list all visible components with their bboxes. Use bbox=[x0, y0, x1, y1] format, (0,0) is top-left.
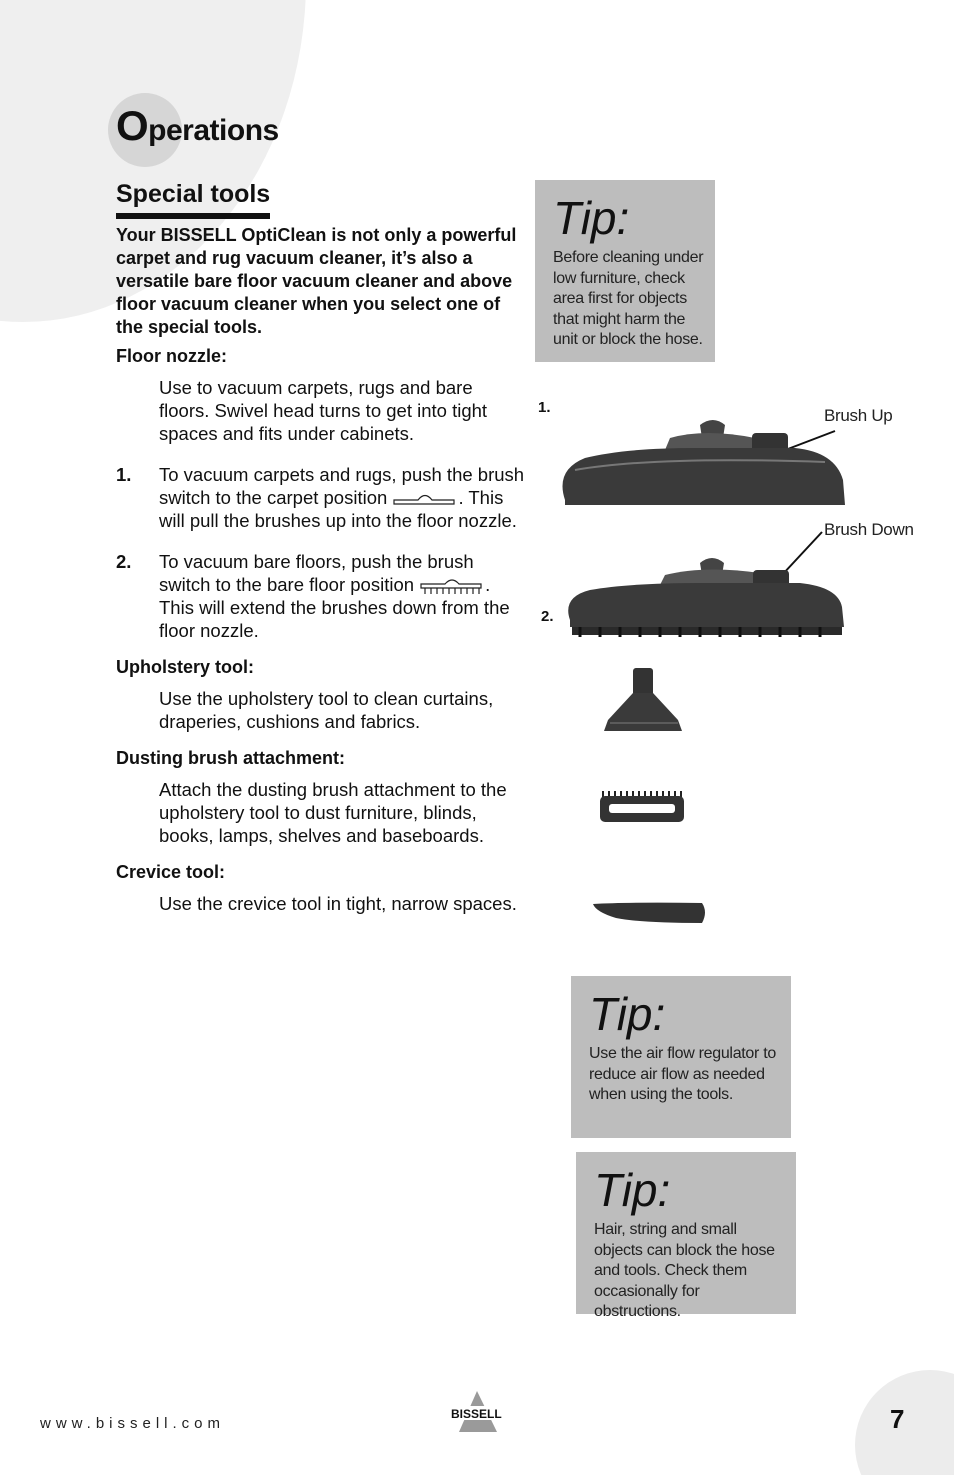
step-text-before: To vacuum bare floors, push the brush switch to the bare floor position bbox=[159, 551, 474, 595]
step-text-after: . This will extend the brushes down from the floor nozzle. bbox=[159, 574, 510, 642]
dusting-brush-image bbox=[597, 787, 687, 827]
carpet-position-icon bbox=[392, 490, 458, 508]
brush-up-callout: Brush Up bbox=[824, 406, 893, 425]
floor-nozzle-step-1 bbox=[116, 463, 528, 532]
figure-label-2: 2. bbox=[541, 608, 554, 625]
website-url: www.bissell.com bbox=[40, 1415, 226, 1432]
page-title bbox=[116, 102, 279, 150]
dusting-heading: Dusting brush attachment: bbox=[116, 748, 346, 769]
tip-text: Hair, string and small objects can block the hose and tools. Check them occasionally for obstructions. bbox=[594, 1221, 775, 1320]
brush-down-callout: Brush Down bbox=[824, 520, 914, 539]
floor-nozzle-brush-up-image bbox=[555, 410, 855, 510]
tip-title: Tip: bbox=[553, 192, 630, 244]
tip-text: Use the air flow regulator to reduce air flow as needed when using the tools. bbox=[589, 1045, 776, 1103]
upholstery-text: Use the upholstery tool to clean curtains, draperies, cushions and fabrics. bbox=[159, 688, 494, 733]
section-title: Special tools bbox=[116, 180, 270, 219]
upholstery-tool-image bbox=[600, 665, 690, 735]
upholstery-heading: Upholstery tool: bbox=[116, 657, 254, 678]
step-number: 2. bbox=[116, 551, 132, 572]
crevice-heading: Crevice tool: bbox=[116, 862, 226, 883]
page-title-initial: O bbox=[116, 102, 149, 149]
page-title-rest: perations bbox=[148, 114, 279, 147]
step-text-before: To vacuum carpets and rugs, push the brush switch to the carpet position bbox=[159, 464, 525, 508]
tip-text: Before cleaning under low furniture, check area first for objects that might harm the unit or block the hose. bbox=[553, 249, 704, 348]
bare-floor-position-icon bbox=[419, 576, 485, 596]
logo-text: BISSELL bbox=[451, 1407, 502, 1421]
bissell-logo bbox=[449, 1390, 509, 1434]
tip-box-3 bbox=[576, 1152, 796, 1320]
intro-paragraph: Your BISSELL OptiClean is not only a powerful carpet and rug vacuum cleaner, it’s also a versatile bare floor vacuum cleaner and above floor vacuum cleaner when you select one of the special tools. bbox=[116, 225, 517, 337]
floor-nozzle-step-2 bbox=[116, 550, 528, 642]
crevice-text: Use the crevice tool in tight, narrow spaces. bbox=[159, 893, 517, 915]
crevice-tool-image bbox=[590, 898, 710, 928]
page-number-circle bbox=[855, 1370, 954, 1475]
step-text-after: . This will pull the brushes up into the floor nozzle. bbox=[159, 487, 517, 531]
tip-box-1 bbox=[535, 180, 715, 362]
brush-down-leader-line bbox=[782, 532, 822, 575]
page-number: 7 bbox=[890, 1404, 905, 1434]
tip-title: Tip: bbox=[594, 1164, 671, 1216]
step-number: 1. bbox=[116, 464, 132, 485]
main-column bbox=[116, 224, 528, 915]
floor-nozzle-brush-down-image bbox=[560, 525, 850, 645]
figure-label-1: 1. bbox=[538, 399, 551, 416]
dusting-text: Attach the dusting brush attachment to the upholstery tool to dust furniture, blinds, books, lamps, shelves and baseboards. bbox=[159, 779, 507, 847]
tip-box-2 bbox=[571, 976, 791, 1138]
tip-title: Tip: bbox=[589, 988, 666, 1040]
floor-nozzle-heading: Floor nozzle: bbox=[116, 346, 227, 366]
floor-nozzle-text: Use to vacuum carpets, rugs and bare floors. Swivel head turns to get into tight spaces and fits under cabinets. bbox=[159, 377, 488, 444]
